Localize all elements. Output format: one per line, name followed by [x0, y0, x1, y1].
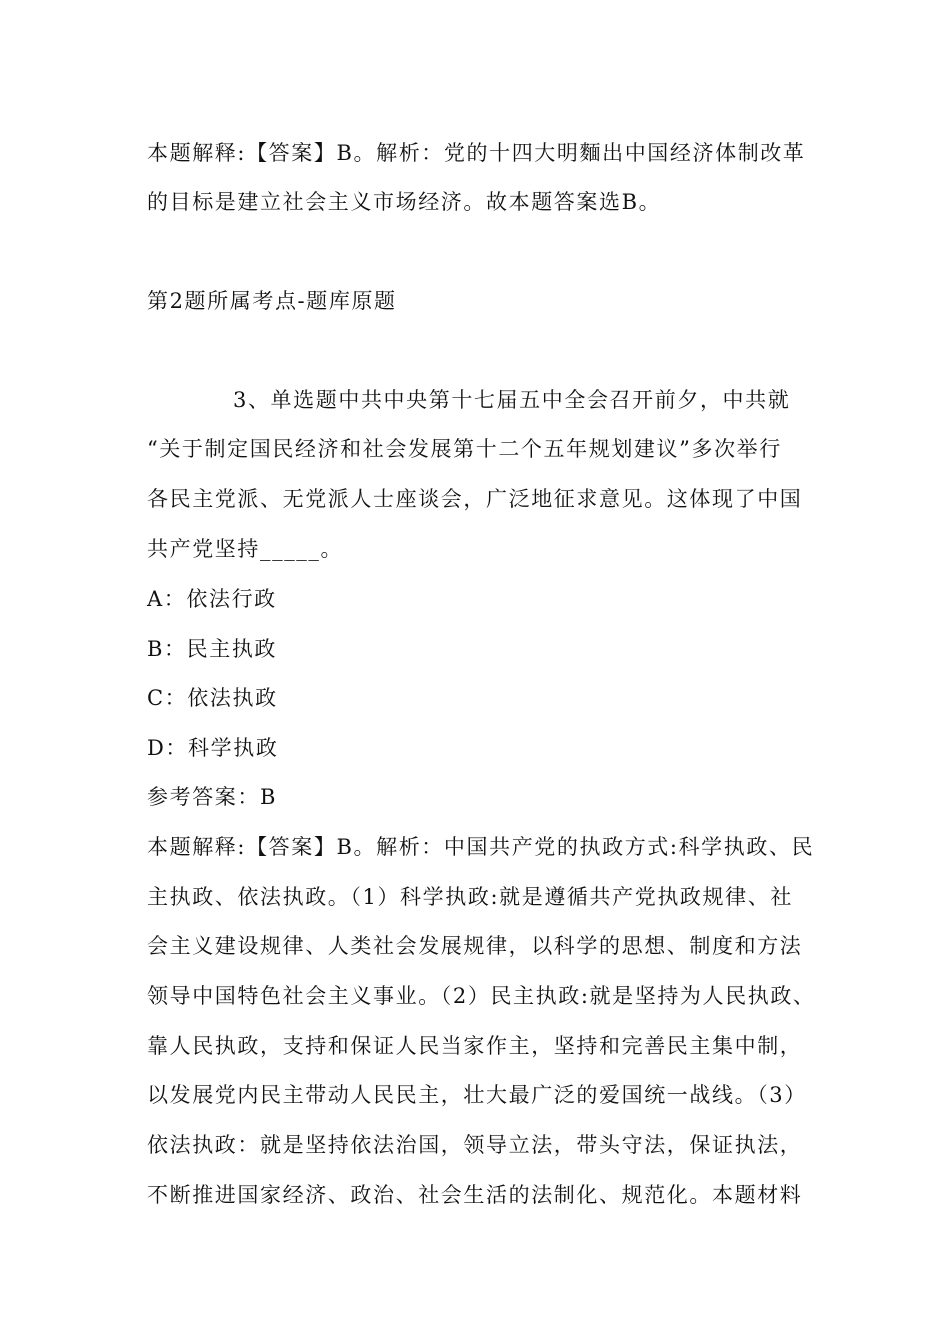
q2-explanation-line-2: 的目标是建立社会主义市场经济。故本题答案选B。	[147, 190, 662, 214]
q3-option-a: A：依法行政	[147, 587, 277, 611]
q3-option-d: D：科学执政	[147, 736, 279, 760]
q3-explanation-line-3: 会主义建设规律、人类社会发展规律，以科学的思想、制度和方法	[147, 934, 803, 958]
q2-explanation-line-1: 本题解释:【答案】B。解析：党的十四大明麵出中国经济体制改革	[147, 141, 806, 165]
q3-explanation-line-8: 不断推进国家经济、政治、社会生活的法制化、规范化。本题材料	[147, 1183, 803, 1207]
q3-explanation-line-7: 依法执政：就是坚持依法治国，领导立法，带头守法，保证执法，	[147, 1133, 803, 1157]
q3-explanation-line-5: 靠人民执政，支持和保证人民当家作主，坚持和完善民主集中制，	[147, 1034, 803, 1058]
q2-knowledge-point: 第2题所属考点-题库原题	[147, 289, 397, 313]
q3-stem-line-3: 各民主党派、无党派人士座谈会，广泛地征求意见。这体现了中国	[147, 487, 803, 511]
q3-stem-line-4: 共产党坚持_____。	[147, 537, 344, 561]
q3-answer: 参考答案：B	[147, 785, 278, 809]
q3-option-b: B：民主执政	[147, 637, 278, 661]
q3-explanation-line-6: 以发展党内民主带动人民民主，壮大最广泛的爱国统一战线。（3）	[147, 1083, 807, 1107]
q3-stem-line-2: “关于制定国民经济和社会发展第十二个五年规划建议”多次举行	[147, 437, 782, 461]
q3-explanation-line-2: 主执政、依法执政。（1）科学执政:就是遵循共产党执政规律、社	[147, 885, 793, 909]
q3-explanation-line-4: 领导中国特色社会主义事业。（2）民主执政:就是坚持为人民执政、	[147, 984, 816, 1008]
q3-stem-line-1: 3、单选题中共中央第十七届五中全会召开前夕，中共就	[233, 388, 791, 412]
q3-option-c: C：依法执政	[147, 686, 278, 710]
q3-explanation-line-1: 本题解释:【答案】B。解析：中国共产党的执政方式:科学执政、民	[147, 835, 815, 859]
